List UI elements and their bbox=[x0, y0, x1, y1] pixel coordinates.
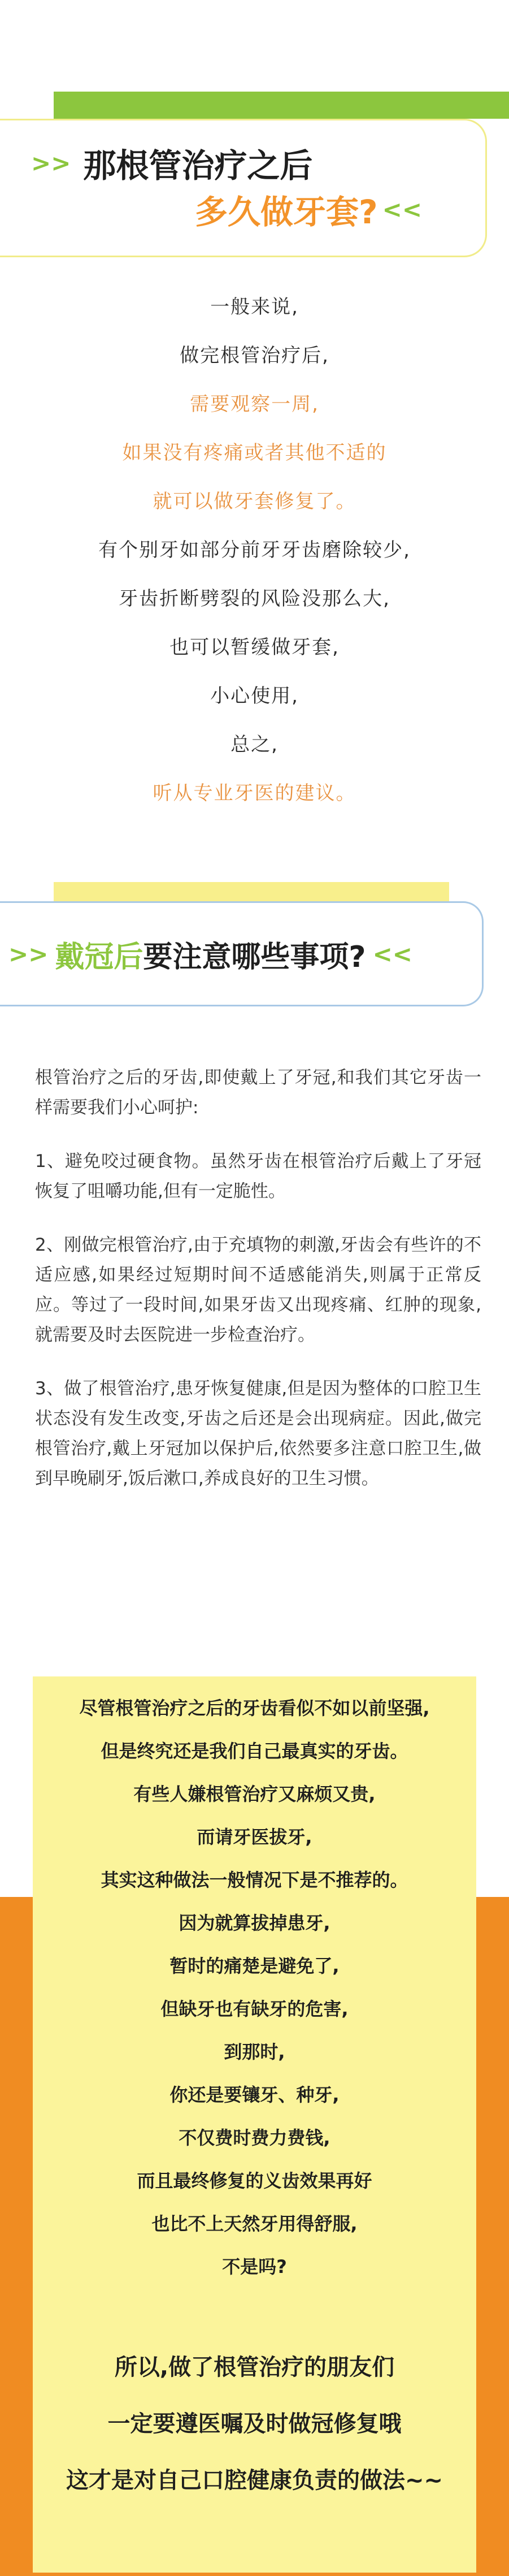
intro-line: 有个别牙如部分前牙牙齿磨除较少, bbox=[98, 539, 411, 561]
section2-title bbox=[8, 901, 412, 1006]
aftercare-intro-paragraph: 根管治疗之后的牙齿,即使戴上了牙冠,和我们其它牙齿一样需要我们小心呵护: bbox=[35, 1067, 481, 1118]
closing-line: 不是吗? bbox=[222, 2256, 287, 2277]
closing-line: 而请牙医拔牙, bbox=[197, 1826, 312, 1848]
intro-line: 如果没有疼痛或者其他不适的 bbox=[122, 442, 387, 464]
closing-line: 因为就算拔掉患牙, bbox=[179, 1912, 330, 1934]
closing-line: 到那时, bbox=[224, 2041, 285, 2063]
intro-line: 也可以暂缓做牙套, bbox=[169, 636, 340, 659]
closing-final-block bbox=[33, 2339, 476, 2509]
closing-line: 尽管根管治疗之后的牙齿看似不如以前坚强, bbox=[79, 1697, 430, 1719]
intro-text-block bbox=[0, 283, 509, 818]
intro-line: 听从专业牙医的建议。 bbox=[153, 782, 356, 805]
closing-line: 暂时的痛楚是避免了, bbox=[169, 1955, 340, 1977]
section2-suffix-chevrons: << bbox=[372, 940, 412, 968]
section1-accent-bar bbox=[54, 92, 509, 119]
closing-final-line: 这才是对自己口腔健康负责的做法~~ bbox=[66, 2467, 443, 2493]
closing-line: 也比不上天然牙用得舒服, bbox=[151, 2213, 358, 2234]
section1-title-line2 bbox=[195, 187, 422, 232]
section1-title-text2: 多久做牙套? bbox=[195, 193, 378, 231]
aftercare-body bbox=[35, 1063, 481, 1518]
intro-line: 需要观察一周, bbox=[190, 393, 319, 416]
intro-line: 就可以做牙套修复了。 bbox=[153, 490, 356, 513]
section2-accent-bar bbox=[54, 882, 449, 901]
closing-line: 有些人嫌根管治疗又麻烦又贵, bbox=[133, 1783, 376, 1805]
closing-line: 但是终究还是我们自己最真实的牙齿。 bbox=[101, 1740, 408, 1762]
section1-suffix-chevrons: << bbox=[382, 195, 423, 223]
closing-line: 其实这种做法一般情况下是不推荐的。 bbox=[101, 1869, 408, 1891]
section2-title-main: 戴冠后 bbox=[55, 940, 143, 974]
intro-line: 总之, bbox=[230, 733, 279, 756]
aftercare-item-2: 2、刚做完根管治疗,由于充填物的刺激,牙齿会有些许的不适应感,如果经过短期时间不适感能消失,则属于正常反应。等过了一段时间,如果牙齿又出现疼痛、红肿的现象,就需要及时去医院进一步检查治疗。 bbox=[35, 1235, 481, 1345]
aftercare-item-1: 1、避免咬过硬食物。虽然牙齿在根管治疗后戴上了牙冠恢复了咀嚼功能,但有一定脆性。 bbox=[35, 1151, 481, 1201]
aftercare-item-3: 3、做了根管治疗,患牙恢复健康,但是因为整体的口腔卫生状态没有发生改变,牙齿之后还是会出现病症。因此,做完根管治疗,戴上牙冠加以保护后,依然要多注意口腔卫生,做到早晚刷牙,饭后漱口,养成良好的卫生习惯。 bbox=[35, 1378, 481, 1489]
closing-line: 而且最终修复的义齿效果再好 bbox=[137, 2170, 372, 2192]
closing-line: 你还是要镶牙、种牙, bbox=[169, 2084, 340, 2106]
closing-final-line: 所以,做了根管治疗的朋友们 bbox=[114, 2354, 395, 2380]
section1-title-line1 bbox=[31, 140, 312, 185]
closing-line: 但缺牙也有缺牙的危害, bbox=[160, 1998, 349, 2020]
intro-line: 小心使用, bbox=[210, 685, 299, 707]
closing-line: 不仅费时费力费钱, bbox=[179, 2127, 330, 2149]
intro-line: 做完根管治疗后, bbox=[180, 344, 329, 367]
closing-text-block bbox=[33, 1687, 476, 2288]
section2-title-emphasis: 要注意哪些事项? bbox=[143, 940, 366, 974]
section2-title-text bbox=[55, 933, 366, 975]
closing-final-line: 一定要遵医嘱及时做冠修复哦 bbox=[107, 2411, 402, 2437]
intro-line: 一般来说, bbox=[210, 296, 299, 318]
section2-prefix-chevrons: >> bbox=[8, 940, 49, 968]
section1-prefix-chevrons: >> bbox=[31, 149, 71, 177]
section1-title-text1: 那根管治疗之后 bbox=[83, 146, 313, 185]
intro-line: 牙齿折断劈裂的风险没那么大, bbox=[119, 587, 390, 610]
